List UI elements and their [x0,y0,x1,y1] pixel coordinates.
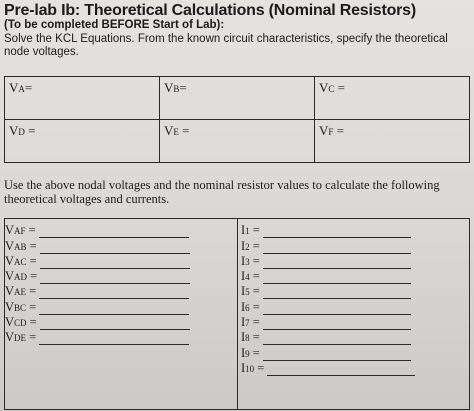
voltage-row-ad: VAD = [5,269,190,284]
answer-blank[interactable] [39,227,189,238]
answer-blank[interactable] [263,319,411,330]
answer-blank[interactable] [40,273,190,284]
answer-blank[interactable] [263,227,411,238]
table-row [5,120,470,163]
node-voltage-cell-c[interactable]: VC = [315,77,470,120]
answer-blank[interactable] [267,365,415,376]
answer-blank[interactable] [263,334,411,345]
current-row-1: I1 = [241,223,415,238]
voltage-column [5,223,190,345]
current-row-8: I8 = [241,330,415,345]
answer-blank[interactable] [40,319,190,330]
voltage-row-cd: VCD = [5,315,190,330]
current-row-10: I10 = [241,361,415,376]
kcl-instructions: Solve the KCL Equations. From the known circuit characteristics, specify the theoretical node voltages. [4,33,448,58]
answer-blank[interactable] [263,258,411,269]
answer-blank[interactable] [40,258,190,269]
current-row-4: I4 = [241,269,415,284]
current-row-2: I2 = [241,238,415,253]
voltage-row-bc: VBC = [5,299,190,314]
current-row-5: I5 = [241,284,415,299]
current-row-7: I7 = [241,315,415,330]
voltage-row-ac: VAC = [5,254,190,269]
node-voltage-cell-d[interactable]: VD = [5,120,160,163]
node-voltage-cell-a[interactable]: VA= [5,77,160,120]
voltage-row-de: VDE = [5,330,190,345]
voltage-row-ab: VAB = [5,238,190,253]
answer-blank[interactable] [263,243,411,254]
answer-blank[interactable] [39,334,189,345]
node-voltage-table [4,76,470,163]
page-title: Pre-lab Ib: Theoretical Calculations (Nominal Resistors) [4,2,417,19]
voltage-row-af: VAF = [5,223,190,238]
voltage-row-ae: VAE = [5,284,190,299]
answer-blank[interactable] [263,288,411,299]
page-subtitle: (To be completed BEFORE Start of Lab): [4,19,225,31]
answer-blank[interactable] [40,243,190,254]
current-row-3: I3 = [241,254,415,269]
answer-blank[interactable] [263,350,411,361]
calculation-box [4,218,470,410]
node-voltage-cell-f[interactable]: VF = [315,120,470,163]
column-divider [237,219,238,409]
current-column [241,223,415,376]
answer-blank[interactable] [39,304,189,315]
current-row-6: I6 = [241,299,415,314]
node-voltage-cell-b[interactable]: VB= [160,77,315,120]
node-voltage-cell-e[interactable]: VE = [160,120,315,163]
current-row-9: I9 = [241,345,415,360]
answer-blank[interactable] [263,304,411,315]
calculation-instructions: Use the above nodal voltages and the nominal resistor values to calculate the following theoretical voltages and currents. [4,178,440,206]
answer-blank[interactable] [263,273,411,284]
table-row [5,77,470,120]
answer-blank[interactable] [39,288,189,299]
